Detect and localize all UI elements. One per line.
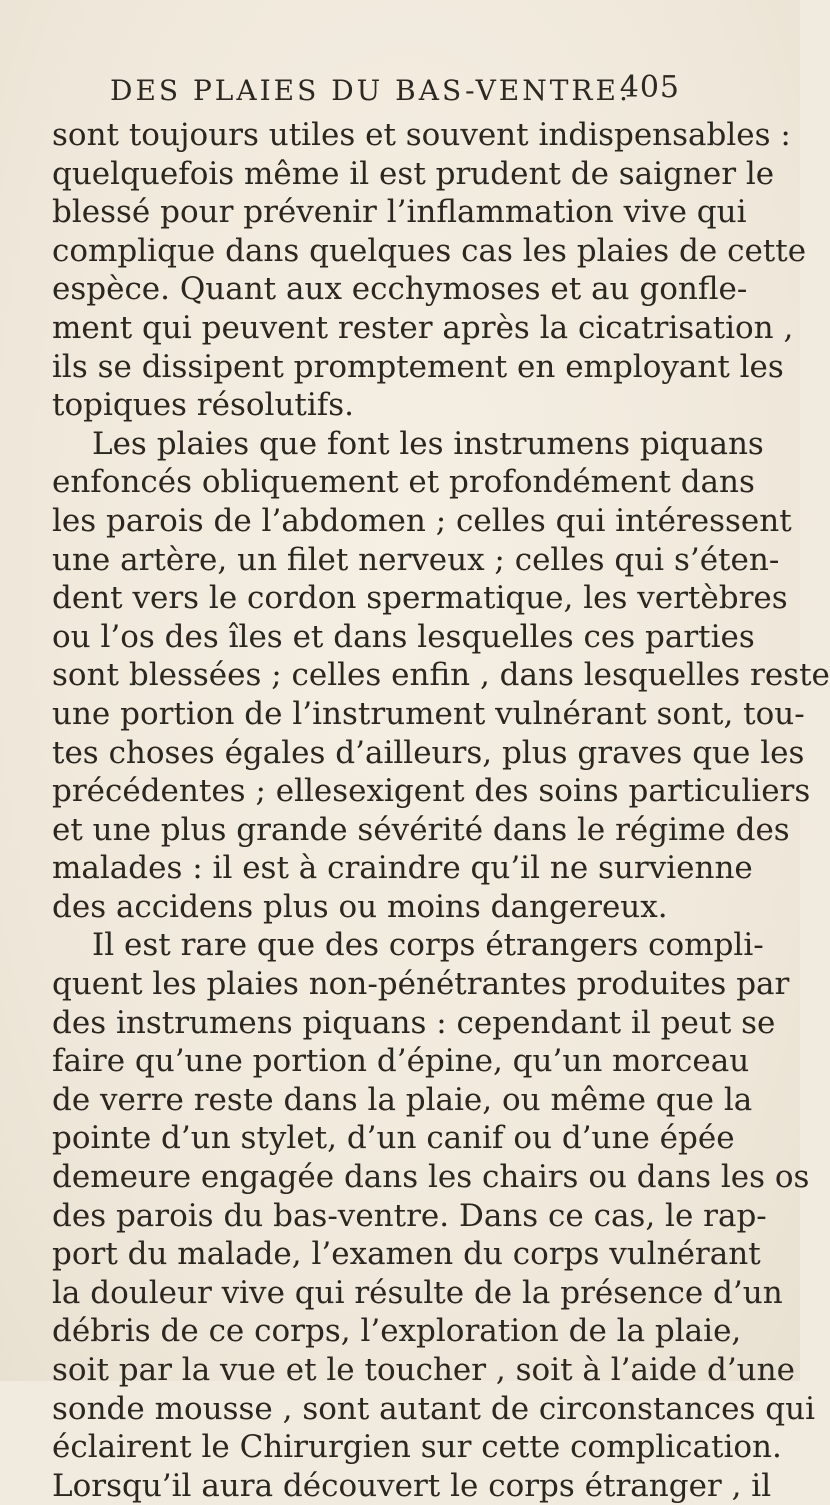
- text-line: demeure engagée dans les chairs ou dans les os: [52, 1159, 810, 1196]
- text-line: enfoncés obliquement et profondément dans: [52, 464, 755, 501]
- text-line: Lorsqu’il aura découvert le corps étranger , il: [52, 1467, 772, 1504]
- text-line: ils se dissipent promptement en employant les: [52, 348, 784, 385]
- text-line: soit par la vue et le toucher , soit à l’aide d’une: [52, 1352, 795, 1388]
- text-line: pointe d’un stylet, d’un canif ou d’une épée: [52, 1120, 735, 1157]
- body-text: [52, 116, 830, 1505]
- running-head: [110, 70, 680, 114]
- text-line: débris de ce corps, l’exploration de la plaie,: [52, 1313, 742, 1350]
- page-number: 405: [619, 70, 680, 105]
- text-line: sont blessées ; celles enfin , dans lesquelles reste: [52, 657, 830, 694]
- text-line: malades : il est à craindre qu’il ne survienne: [52, 850, 753, 887]
- text-line: éclairent le Chirurgien sur cette complication.: [52, 1429, 782, 1466]
- text-line: Il est rare que des corps étrangers compli-: [92, 927, 764, 964]
- text-line: complique dans quelques cas les plaies de cette: [52, 232, 807, 269]
- running-head-title: DES PLAIES DU BAS-VENTRE.: [110, 74, 631, 107]
- text-line: et une plus grande sévérité dans le régime des: [52, 811, 790, 848]
- text-line: ment qui peuvent rester après la cicatrisation ,: [52, 309, 794, 346]
- text-line: quelquefois même il est prudent de saigner le: [52, 155, 775, 192]
- text-line: topiques résolutifs.: [52, 387, 355, 424]
- text-line: dent vers le cordon spermatique, les vertèbres: [52, 580, 788, 617]
- text-line: espèce. Quant aux ecchymoses et au gonfle-: [52, 271, 748, 308]
- text-line: Les plaies que font les instrumens piquans: [92, 425, 764, 462]
- text-line: blessé pour prévenir l’inflammation vive qui: [52, 194, 747, 231]
- text-line: quent les plaies non-pénétrantes produites par: [52, 966, 790, 1003]
- text-line: des instrumens piquans : cependant il peut se: [52, 1004, 776, 1041]
- text-line: la douleur vive qui résulte de la présence d’un: [52, 1274, 783, 1311]
- text-line: sont toujours utiles et souvent indispensables :: [52, 117, 791, 153]
- text-line: de verre reste dans la plaie, ou même que la: [52, 1081, 753, 1118]
- text-line: des accidens plus ou moins dangereux.: [52, 888, 668, 925]
- text-line: sonde mousse , sont autant de circonstances qui: [52, 1390, 815, 1427]
- text-line: port du malade, l’examen du corps vulnérant: [52, 1236, 761, 1273]
- text-line: une portion de l’instrument vulnérant sont, tou-: [52, 695, 805, 732]
- text-line: des parois du bas-ventre. Dans ce cas, le rap-: [52, 1197, 767, 1234]
- text-line: ou l’os des îles et dans lesquelles ces parties: [52, 618, 755, 655]
- text-line: tes choses égales d’ailleurs, plus graves que les: [52, 734, 805, 771]
- text-line: une artère, un filet nerveux ; celles qui s’éten-: [52, 541, 780, 578]
- text-line: faire qu’une portion d’épine, qu’un morceau: [52, 1043, 750, 1080]
- text-line: précédentes ; ellesexigent des soins particuliers: [52, 773, 811, 810]
- text-line: les parois de l’abdomen ; celles qui intéressent: [52, 502, 792, 539]
